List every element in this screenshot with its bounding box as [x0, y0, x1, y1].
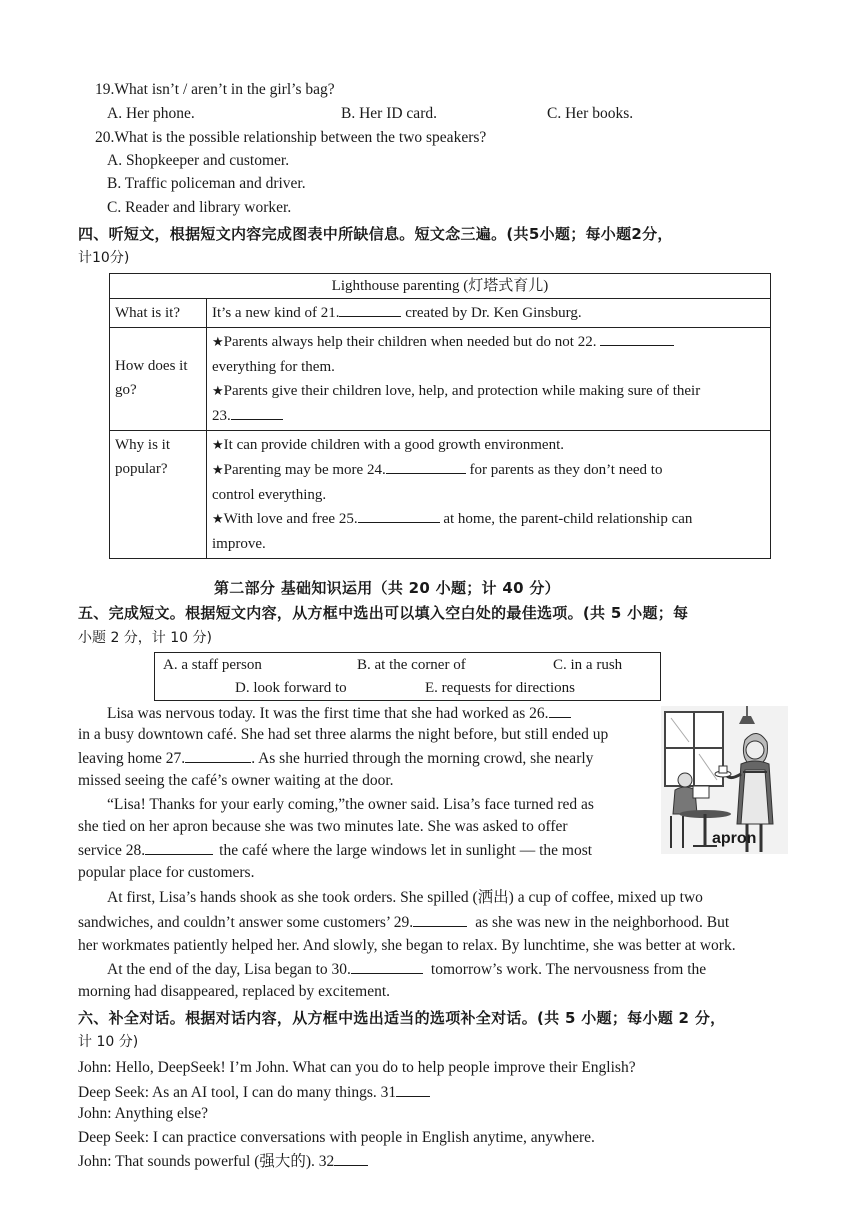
q20-option-b: B. Traffic policeman and driver. [107, 175, 306, 192]
dialog-line: John: Hello, DeepSeek! I’m John. What can you do to help people improve their English? [78, 1059, 636, 1076]
blank-31[interactable] [396, 1082, 430, 1097]
options-box [154, 652, 661, 701]
passage-line: her workmates patiently helped her. And slowly, she began to relax. By lunchtime, she was better at work. [78, 937, 736, 954]
q20-option-c: C. Reader and library worker. [107, 199, 292, 216]
blank-23[interactable] [231, 405, 283, 420]
option-c: C. in a rush [553, 657, 623, 673]
star-icon: ★ [212, 384, 224, 399]
row-answer-what: It’s a new kind of 21. created by Dr. Ken Ginsburg. [207, 299, 771, 328]
q20-stem: 20.What is the possible relationship between the two speakers? [95, 129, 487, 146]
lighthouse-parenting-table [109, 273, 771, 559]
dialog-line: Deep Seek: As an AI tool, I can do many things. 31 [78, 1082, 430, 1103]
passage-line: missed seeing the café’s owner waiting at the door. [78, 772, 394, 789]
section4-instruction: 四、听短文，根据短文内容完成图表中所缺信息。短文念三遍。(共5小题；每小题2分， [78, 225, 673, 243]
row-label-why: Why is it popular? [110, 431, 207, 559]
passage-line: service 28. the café where the large windows let in sunlight — the most [78, 842, 593, 859]
star-icon: ★ [212, 512, 224, 527]
q19-stem: 19.What isn’t / aren’t in the girl’s bag? [95, 81, 335, 98]
illustration-caption: apron [712, 830, 757, 847]
blank-24[interactable] [386, 459, 466, 474]
section5-instruction: 五、完成短文。根据短文内容，从方框中选出可以填入空白处的最佳选项。(共 5 小题；每 [78, 604, 689, 622]
row-label-how: How does it go? [110, 328, 207, 431]
passage-line: popular place for customers. [78, 864, 255, 881]
blank-25[interactable] [358, 508, 440, 523]
blank-26[interactable] [549, 703, 571, 718]
passage-line: she tied on her apron because she was two minutes late. She was asked to offer [78, 818, 568, 835]
q19-option-b: B. Her ID card. [341, 105, 437, 122]
blank-28[interactable] [145, 840, 213, 855]
section4-instruction-score: 计10分) [78, 250, 130, 266]
passage-line: “Lisa! Thanks for your early coming,”the owner said. Lisa’s face turned red as [107, 796, 594, 813]
dialog-line: John: Anything else? [78, 1105, 209, 1122]
passage-line: At the end of the day, Lisa began to 30. tomorrow’s work. The nervousness from the [107, 961, 707, 978]
option-d: D. look forward to [235, 680, 347, 696]
q19-option-a: A. Her phone. [107, 105, 195, 122]
row-label-what: What is it? [110, 299, 207, 328]
passage-line: Lisa was nervous today. It was the first time that she had worked as 26. [107, 703, 571, 724]
option-a: A. a staff person [163, 657, 262, 673]
section5-instruction-score: 小题 2 分，计 10 分) [78, 630, 212, 646]
star-icon: ★ [212, 463, 224, 478]
blank-27[interactable] [185, 748, 251, 763]
table-title: Lighthouse parenting (灯塔式育儿) [110, 274, 771, 299]
option-b: B. at the corner of [357, 657, 466, 673]
blank-30[interactable] [351, 959, 423, 974]
blank-22[interactable] [600, 331, 674, 346]
row-answer-why: ★It can provide children with a good growth environment. ★Parenting may be more 24. for parents as they don’t need to control everything. ★With love and free 25. at home, the parent-child relationship can improve. [207, 431, 771, 559]
blank-21[interactable] [339, 302, 401, 317]
section6-instruction: 六、补全对话。根据对话内容，从方框中选出适当的选项补全对话。(共 5 小题；每小题 2 分， [78, 1009, 726, 1027]
section6-instruction-score: 计 10 分) [78, 1034, 139, 1050]
row-answer-how: ★Parents always help their children when needed but do not 22. everything for them. ★Parents give their children love, help, and protection while making sure of their 23. [207, 328, 771, 431]
part2-title: 第二部分 基础知识运用（共 20 小题；计 40 分） [214, 579, 560, 597]
star-icon: ★ [212, 335, 224, 350]
star-icon: ★ [212, 438, 224, 453]
q19-option-c: C. Her books. [547, 105, 634, 122]
passage-line: in a busy downtown café. She had set three alarms the night before, but still ended up [78, 726, 609, 743]
dialog-line: John: That sounds powerful (强大的). 32 [78, 1151, 368, 1172]
option-e: E. requests for directions [425, 680, 575, 696]
blank-29[interactable] [413, 912, 467, 927]
passage-line: sandwiches, and couldn’t answer some customers’ 29. as she was new in the neighborhood. But [78, 914, 730, 931]
dialog-line: Deep Seek: I can practice conversations with people in English anytime, anywhere. [78, 1129, 595, 1146]
passage-line: morning had disappeared, replaced by excitement. [78, 983, 391, 1000]
passage-line: At first, Lisa’s hands shook as she took orders. She spilled (洒出) a cup of coffee, mixed up two [107, 889, 703, 906]
q20-option-a: A. Shopkeeper and customer. [107, 152, 290, 169]
passage-line: leaving home 27. . As she hurried through the morning crowd, she nearly [78, 750, 594, 767]
blank-32[interactable] [334, 1151, 368, 1166]
